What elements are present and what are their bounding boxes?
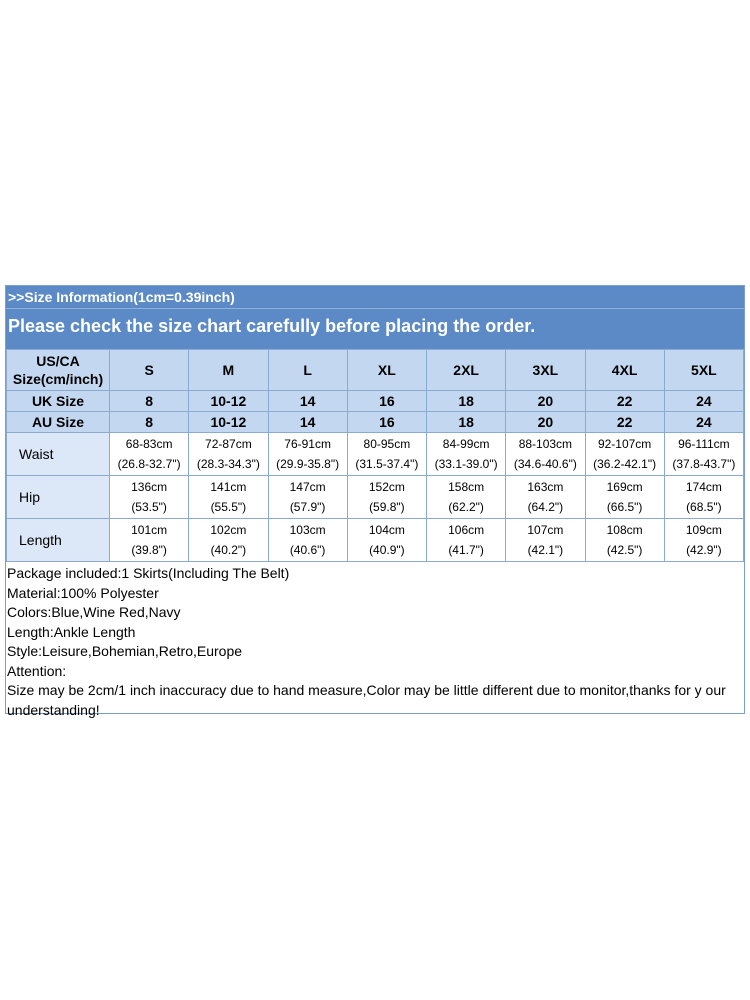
inch-value: (42.1")	[527, 543, 564, 557]
measurement-label: Waist	[7, 433, 110, 476]
measurement-cell	[110, 519, 189, 562]
measurement-cell	[585, 519, 664, 562]
measurement-cell	[268, 519, 347, 562]
cm-value: 152cm	[368, 480, 405, 494]
measurement-cell	[189, 519, 268, 562]
inch-value: (66.5")	[606, 500, 643, 514]
size-cell: 16	[347, 391, 426, 412]
size-cell: M	[189, 350, 268, 391]
size-cell: 2XL	[427, 350, 506, 391]
disclaimer-note: Size may be 2cm/1 inch inaccuracy due to hand measure,Color may be little different due to monitor,thanks for y our understanding!	[7, 682, 726, 718]
measurement-row	[7, 433, 744, 476]
measurement-label: Length	[7, 519, 110, 562]
inch-value: (39.8")	[131, 543, 167, 557]
measurement-cell	[347, 476, 426, 519]
measurement-cell	[189, 433, 268, 476]
measurement-cell	[189, 476, 268, 519]
inch-value: (28.3-34.3")	[196, 457, 260, 471]
cm-value: 76-91cm	[284, 437, 331, 451]
measurement-cell	[427, 433, 506, 476]
cm-value: 68-83cm	[125, 437, 173, 451]
measurement-cell	[110, 433, 189, 476]
measurement-cell	[110, 476, 189, 519]
measurement-cell	[585, 433, 664, 476]
inch-value: (40.2")	[210, 543, 247, 557]
size-cell: 20	[506, 412, 585, 433]
cm-value: 169cm	[606, 480, 643, 494]
cm-value: 102cm	[210, 523, 247, 537]
measurement-label: Hip	[7, 476, 110, 519]
inch-value: (68.5")	[686, 500, 722, 514]
size-cell: 22	[585, 412, 664, 433]
size-info-title: >>Size Information(1cm=0.39inch)	[6, 286, 744, 308]
measurement-cell	[347, 519, 426, 562]
inch-value: (53.5")	[131, 500, 167, 514]
size-cell: 20	[506, 391, 585, 412]
inch-value: (29.9-35.8")	[276, 457, 340, 471]
cm-value: 96-111cm	[678, 437, 730, 451]
cm-value: 101cm	[131, 523, 168, 537]
inch-value: (62.2")	[448, 500, 484, 514]
cm-value: 88-103cm	[518, 437, 573, 451]
inch-value: (40.9")	[369, 543, 405, 557]
cm-value: 158cm	[448, 480, 485, 494]
material-note: Material:100% Polyester	[7, 584, 159, 601]
package-note: Package included:1 Skirts(Including The Belt)	[7, 565, 290, 581]
cm-value: 147cm	[289, 480, 326, 494]
notice-title: Please check the size chart carefully before placing the order.	[6, 308, 744, 345]
size-cell: 24	[664, 412, 743, 433]
size-cell: 16	[347, 412, 426, 433]
size-header-row	[7, 412, 744, 433]
size-cell: 5XL	[664, 350, 743, 391]
size-cell: 10-12	[189, 412, 268, 433]
inch-value: (36.2-42.1")	[593, 457, 657, 471]
measurement-cell	[506, 519, 585, 562]
size-cell: 14	[268, 391, 347, 412]
cm-value: 72-87cm	[205, 437, 252, 451]
inch-value: (42.5")	[606, 543, 643, 557]
size-cell: 8	[110, 412, 189, 433]
size-cell: XL	[347, 350, 426, 391]
measurement-cell	[268, 476, 347, 519]
cm-value: 103cm	[289, 523, 326, 537]
measurement-cell	[506, 433, 585, 476]
inch-value: (26.8-32.7")	[117, 457, 181, 471]
inch-value: (34.6-40.6")	[513, 457, 577, 471]
measurement-cell	[268, 433, 347, 476]
cm-value: 107cm	[527, 523, 564, 537]
size-chart	[5, 285, 745, 718]
cm-value: 104cm	[368, 523, 405, 537]
size-cell: S	[110, 350, 189, 391]
measurement-row	[7, 476, 744, 519]
attention-note: Attention:	[7, 662, 67, 679]
size-header-row	[7, 391, 744, 412]
inch-value: (42.9")	[686, 543, 722, 557]
product-notes	[6, 562, 744, 720]
size-cell: 18	[427, 391, 506, 412]
size-header-row	[7, 350, 744, 391]
measurement-cell	[427, 476, 506, 519]
cm-value: 84-99cm	[442, 437, 490, 451]
inch-value: (55.5")	[210, 500, 247, 514]
measurement-cell	[506, 476, 585, 519]
cm-value: 108cm	[606, 523, 643, 537]
measurement-cell	[664, 519, 743, 562]
cm-value: 136cm	[131, 480, 168, 494]
inch-value: (59.8")	[369, 500, 405, 514]
cm-value: 174cm	[685, 480, 722, 494]
measurement-row	[7, 519, 744, 562]
inch-value: (37.8-43.7")	[672, 457, 736, 471]
size-cell: 18	[427, 412, 506, 433]
measurement-cell	[664, 433, 743, 476]
cm-value: 80-95cm	[363, 437, 411, 451]
cm-value: 106cm	[448, 523, 485, 537]
cm-value: 163cm	[527, 480, 564, 494]
inch-value: (41.7")	[448, 543, 484, 557]
size-cell: 3XL	[506, 350, 585, 391]
length-note: Length:Ankle Length	[7, 623, 136, 640]
inch-value: (31.5-37.4")	[355, 457, 419, 471]
row-label: AU Size	[7, 412, 110, 433]
size-cell: 10-12	[189, 391, 268, 412]
size-cell: 14	[268, 412, 347, 433]
size-cell: 22	[585, 391, 664, 412]
inch-value: (40.6")	[289, 543, 326, 557]
size-table	[6, 349, 744, 562]
measurement-cell	[585, 476, 664, 519]
row-label: US/CA Size(cm/inch)	[7, 350, 110, 391]
measurement-cell	[664, 476, 743, 519]
size-cell: L	[268, 350, 347, 391]
cm-value: 141cm	[210, 480, 247, 494]
style-note: Style:Leisure,Bohemian,Retro,Europe	[7, 643, 243, 659]
inch-value: (33.1-39.0")	[434, 457, 498, 471]
inch-value: (57.9")	[289, 500, 326, 514]
inch-value: (64.2")	[527, 500, 564, 514]
row-label: UK Size	[7, 391, 110, 412]
size-cell: 4XL	[585, 350, 664, 391]
cm-value: 109cm	[685, 523, 722, 537]
measurement-cell	[347, 433, 426, 476]
size-cell: 24	[664, 391, 743, 412]
cm-value: 92-107cm	[597, 437, 652, 451]
colors-note: Colors:Blue,Wine Red,Navy	[7, 604, 181, 620]
measurement-cell	[427, 519, 506, 562]
size-cell: 8	[110, 391, 189, 412]
